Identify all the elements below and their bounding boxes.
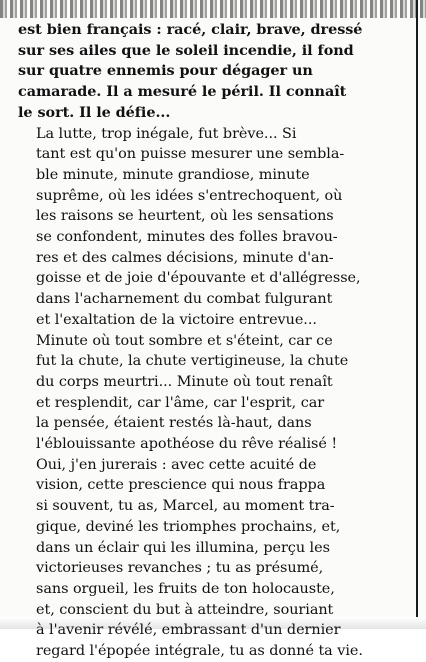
text-line: si souvent, tu as, Marcel, au moment tra-	[36, 498, 335, 515]
text-line: se confondent, minutes des folles bravou-	[36, 229, 338, 246]
paragraph-2	[18, 124, 410, 455]
text-line: fut la chute, la chute vertigineuse, la chute	[36, 353, 349, 370]
text-line: et resplendit, car l'âme, car l'esprit, car	[36, 394, 325, 411]
text-line: sur ses ailes que le soleil incendie, il fond	[18, 41, 354, 59]
text-line: l'éblouissante apothéose du rêve réalisé !	[36, 436, 338, 453]
text-line: victorieuses revanches ; tu as présumé,	[36, 560, 324, 577]
text-line: dans un éclair qui les illumina, perçu les	[36, 539, 330, 556]
text-line: sur quatre ennemis pour dégager un	[18, 62, 313, 80]
text-line: ble minute, minute grandiose, minute	[36, 166, 310, 183]
text-line: vision, cette prescience qui nous frappa	[36, 477, 326, 494]
text-line: dans l'acharnement du combat fulgurant	[36, 291, 333, 308]
text-line: La lutte, trop inégale, fut brève... Si	[36, 125, 297, 142]
column-rule	[416, 0, 418, 629]
text-line: gique, deviné les triomphes prochains, et,	[36, 518, 341, 535]
text-line: les raisons se heurtent, où les sensations	[36, 208, 334, 225]
text-line: camarade. Il a mesuré le péril. Il connaît	[18, 83, 347, 101]
text-line: est bien français : racé, clair, brave, dressé	[18, 21, 363, 38]
text-line: sans orgueil, les fruits de ton holocauste,	[36, 580, 335, 597]
article-column	[18, 20, 410, 662]
text-line: res et des calmes décisions, minute d'an-	[36, 249, 334, 266]
text-line: regard l'épopée intégrale, tu as donné ta vie.	[36, 643, 363, 660]
text-line: la pensée, étaient restés là-haut, dans	[36, 415, 312, 432]
text-line: et, conscient du but à atteindre, souriant	[36, 601, 334, 618]
text-line: le sort. Il le défie...	[18, 103, 171, 121]
text-line: Oui, j'en jurerais : avec cette acuité de	[36, 456, 317, 473]
text-line: suprême, où les idées s'entrechoquent, où	[36, 187, 343, 204]
paragraph-3	[18, 455, 410, 662]
text-line: Minute où tout sombre et s'éteint, car ce	[36, 332, 333, 349]
text-line: du corps meurtri... Minute où tout renaît	[36, 373, 333, 390]
text-line: tant est qu'on puisse mesurer une sembla-	[36, 146, 345, 163]
text-line: et l'exaltation de la victoire entrevue...	[36, 311, 317, 328]
text-line: à l'avenir révélé, embrassant d'un dernier	[36, 622, 341, 639]
top-border-rule	[0, 0, 426, 18]
text-line: goisse et de joie d'épouvante et d'allégresse,	[36, 270, 361, 287]
paragraph-1	[18, 20, 410, 124]
